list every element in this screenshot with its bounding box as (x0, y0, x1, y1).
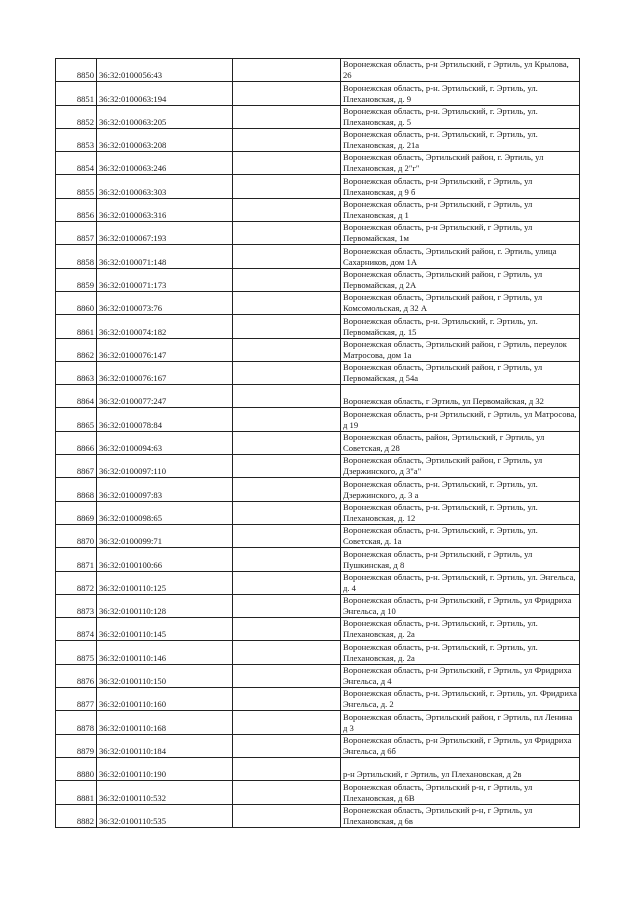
row-number-cell: 8868 (56, 478, 97, 501)
table-row (56, 571, 580, 594)
empty-cell (233, 59, 341, 82)
row-number-cell: 8872 (56, 571, 97, 594)
empty-cell (233, 245, 341, 268)
table-row (56, 501, 580, 524)
row-number-cell: 8863 (56, 361, 97, 384)
cadastral-number-cell: 36:32:0100074:182 (97, 315, 233, 338)
empty-cell (233, 431, 341, 454)
cadastral-number-cell: 36:32:0100110:128 (97, 594, 233, 617)
table-row (56, 198, 580, 221)
cadastral-number-cell: 36:32:0100094:63 (97, 431, 233, 454)
table-row (56, 245, 580, 268)
empty-cell (233, 501, 341, 524)
row-number-cell: 8852 (56, 105, 97, 128)
cadastral-number-cell: 36:32:0100078:84 (97, 408, 233, 431)
table-row (56, 548, 580, 571)
address-cell: Воронежская область, р-н Эртильский, г Эртиль, ул Фридриха Энгельса, д 4 (341, 664, 580, 687)
row-number-cell: 8880 (56, 757, 97, 780)
row-number-cell: 8859 (56, 268, 97, 291)
address-cell: Воронежская область, Эртильский район, г Эртиль, пл Ленина д 3 (341, 711, 580, 734)
cadastral-number-cell: 36:32:0100076:147 (97, 338, 233, 361)
address-cell: Воронежская область, Эртильский район, г Эртиль, ул Первомайская, д 54а (341, 361, 580, 384)
address-cell: Воронежская область, г Эртиль, ул Первомайская, д 32 (341, 385, 580, 408)
cadastral-number-cell: 36:32:0100110:190 (97, 757, 233, 780)
address-cell: Воронежская область, р-н. Эртильский, г. Эртиль, ул. Дзержинского, д. 3 а (341, 478, 580, 501)
cadastral-number-cell: 36:32:0100110:150 (97, 664, 233, 687)
address-cell: Воронежская область, р-н. Эртильский, г. Эртиль, ул. Первомайская, д. 15 (341, 315, 580, 338)
cadastral-number-cell: 36:32:0100110:184 (97, 734, 233, 757)
row-number-cell: 8882 (56, 804, 97, 827)
cadastral-number-cell: 36:32:0100097:83 (97, 478, 233, 501)
cadastral-number-cell: 36:32:0100110:125 (97, 571, 233, 594)
empty-cell (233, 338, 341, 361)
row-number-cell: 8854 (56, 152, 97, 175)
address-cell: Воронежская область, р-н. Эртильский, г. Эртиль, ул. Энгельса, д. 4 (341, 571, 580, 594)
address-cell: Воронежская область, р-н Эртильский, г Эртиль, ул Крылова, 26 (341, 59, 580, 82)
empty-cell (233, 315, 341, 338)
address-cell: Воронежская область, р-н. Эртильский, г. Эртиль, ул. Плехановская, д. 12 (341, 501, 580, 524)
registry-table-body (56, 59, 580, 828)
cadastral-number-cell: 36:32:0100110:535 (97, 804, 233, 827)
cadastral-number-cell: 36:32:0100073:76 (97, 291, 233, 314)
cadastral-number-cell: 36:32:0100056:43 (97, 59, 233, 82)
address-cell: р-н Эртильский, г Эртиль, ул Плехановская, д 2в (341, 757, 580, 780)
cadastral-number-cell: 36:32:0100110:168 (97, 711, 233, 734)
table-row (56, 804, 580, 827)
table-row (56, 664, 580, 687)
table-row (56, 291, 580, 314)
table-row (56, 757, 580, 780)
table-row (56, 82, 580, 105)
cadastral-number-cell: 36:32:0100063:208 (97, 128, 233, 151)
cadastral-number-cell: 36:32:0100099:71 (97, 524, 233, 547)
empty-cell (233, 222, 341, 245)
address-cell: Воронежская область, район, Эртильский, г Эртиль, ул Советская, д 28 (341, 431, 580, 454)
empty-cell (233, 688, 341, 711)
row-number-cell: 8874 (56, 618, 97, 641)
cadastral-number-cell: 36:32:0100063:205 (97, 105, 233, 128)
row-number-cell: 8865 (56, 408, 97, 431)
row-number-cell: 8867 (56, 455, 97, 478)
address-cell: Воронежская область, Эртильский р-н, г Эртиль, ул Плехановская, д 6В (341, 781, 580, 804)
cadastral-number-cell: 36:32:0100067:193 (97, 222, 233, 245)
address-cell: Воронежская область, р-н Эртильский, г Эртиль, ул Фридриха Энгельса, д 6б (341, 734, 580, 757)
empty-cell (233, 198, 341, 221)
empty-cell (233, 757, 341, 780)
empty-cell (233, 711, 341, 734)
address-cell: Воронежская область, Эртильский район, г. Эртиль, ул Плехановская, д 2"г" (341, 152, 580, 175)
empty-cell (233, 361, 341, 384)
table-row (56, 711, 580, 734)
cadastral-number-cell: 36:32:0100063:316 (97, 198, 233, 221)
cadastral-number-cell: 36:32:0100077:247 (97, 385, 233, 408)
empty-cell (233, 385, 341, 408)
row-number-cell: 8861 (56, 315, 97, 338)
row-number-cell: 8860 (56, 291, 97, 314)
row-number-cell: 8864 (56, 385, 97, 408)
table-row (56, 175, 580, 198)
cadastral-number-cell: 36:32:0100100:66 (97, 548, 233, 571)
address-cell: Воронежская область, р-н Эртильский, г Эртиль, ул Матросова, д 19 (341, 408, 580, 431)
table-row (56, 734, 580, 757)
address-cell: Воронежская область, р-н. Эртильский, г. Эртиль, ул. Фридриха Энгельса, д. 2 (341, 688, 580, 711)
address-cell: Воронежская область, р-н. Эртильский, г. Эртиль, ул. Плехановская, д. 9 (341, 82, 580, 105)
address-cell: Воронежская область, р-н. Эртильский, г. Эртиль, ул. Плехановская, д. 2а (341, 618, 580, 641)
address-cell: Воронежская область, Эртильский район, г Эртиль, ул Комсомольская, д 32 А (341, 291, 580, 314)
empty-cell (233, 408, 341, 431)
row-number-cell: 8853 (56, 128, 97, 151)
address-cell: Воронежская область, р-н Эртильский, г Эртиль, ул Пушкинская, д 8 (341, 548, 580, 571)
table-row (56, 128, 580, 151)
table-row (56, 408, 580, 431)
row-number-cell: 8869 (56, 501, 97, 524)
table-row (56, 385, 580, 408)
empty-cell (233, 175, 341, 198)
address-cell: Воронежская область, р-н. Эртильский, г. Эртиль, ул. Плехановская, д. 5 (341, 105, 580, 128)
address-cell: Воронежская область, р-н. Эртильский, г. Эртиль, ул. Плехановская, д. 2а (341, 641, 580, 664)
cadastral-number-cell: 36:32:0100071:148 (97, 245, 233, 268)
table-row (56, 618, 580, 641)
table-row (56, 524, 580, 547)
empty-cell (233, 804, 341, 827)
address-cell: Воронежская область, р-н. Эртильский, г. Эртиль, ул. Плехановская, д. 21а (341, 128, 580, 151)
cadastral-number-cell: 36:32:0100063:194 (97, 82, 233, 105)
address-cell: Воронежская область, Эртильский район, г Эртиль, ул Дзержинского, д 3"а" (341, 455, 580, 478)
row-number-cell: 8875 (56, 641, 97, 664)
table-row (56, 315, 580, 338)
empty-cell (233, 781, 341, 804)
empty-cell (233, 128, 341, 151)
cadastral-number-cell: 36:32:0100063:246 (97, 152, 233, 175)
address-cell: Воронежская область, р-н Эртильский, г Эртиль, ул Плехановская, д 9 б (341, 175, 580, 198)
address-cell: Воронежская область, Эртильский р-н, г Эртиль, ул Плехановская, д 6в (341, 804, 580, 827)
table-row (56, 338, 580, 361)
row-number-cell: 8858 (56, 245, 97, 268)
table-row (56, 152, 580, 175)
row-number-cell: 8879 (56, 734, 97, 757)
empty-cell (233, 291, 341, 314)
cadastral-number-cell: 36:32:0100063:303 (97, 175, 233, 198)
row-number-cell: 8881 (56, 781, 97, 804)
address-cell: Воронежская область, Эртильский район, г. Эртиль, улица Сахарников, дом 1А (341, 245, 580, 268)
empty-cell (233, 82, 341, 105)
table-row (56, 781, 580, 804)
address-cell: Воронежская область, Эртильский район, г Эртиль, переулок Матросова, дом 1а (341, 338, 580, 361)
cadastral-number-cell: 36:32:0100110:145 (97, 618, 233, 641)
address-cell: Воронежская область, р-н. Эртильский, г. Эртиль, ул. Советская, д. 1а (341, 524, 580, 547)
empty-cell (233, 152, 341, 175)
empty-cell (233, 594, 341, 617)
row-number-cell: 8871 (56, 548, 97, 571)
property-registry-table (55, 58, 580, 828)
table-row (56, 478, 580, 501)
empty-cell (233, 571, 341, 594)
cadastral-number-cell: 36:32:0100110:160 (97, 688, 233, 711)
table-row (56, 455, 580, 478)
row-number-cell: 8870 (56, 524, 97, 547)
empty-cell (233, 618, 341, 641)
row-number-cell: 8866 (56, 431, 97, 454)
cadastral-number-cell: 36:32:0100098:65 (97, 501, 233, 524)
empty-cell (233, 268, 341, 291)
cadastral-number-cell: 36:32:0100071:173 (97, 268, 233, 291)
empty-cell (233, 524, 341, 547)
row-number-cell: 8855 (56, 175, 97, 198)
address-cell: Воронежская область, р-н Эртильский, г Эртиль, ул Фридриха Энгельса, д 10 (341, 594, 580, 617)
address-cell: Воронежская область, Эртильский район, г Эртиль, ул Первомайская, д 2А (341, 268, 580, 291)
table-row (56, 361, 580, 384)
row-number-cell: 8851 (56, 82, 97, 105)
table-row (56, 222, 580, 245)
table-row (56, 59, 580, 82)
row-number-cell: 8873 (56, 594, 97, 617)
empty-cell (233, 664, 341, 687)
cadastral-number-cell: 36:32:0100076:167 (97, 361, 233, 384)
row-number-cell: 8850 (56, 59, 97, 82)
empty-cell (233, 548, 341, 571)
address-cell: Воронежская область, р-н Эртильский, г Эртиль, ул Первомайская, 1м (341, 222, 580, 245)
table-row (56, 641, 580, 664)
row-number-cell: 8878 (56, 711, 97, 734)
empty-cell (233, 455, 341, 478)
table-row (56, 431, 580, 454)
table-row (56, 105, 580, 128)
row-number-cell: 8862 (56, 338, 97, 361)
row-number-cell: 8857 (56, 222, 97, 245)
table-row (56, 688, 580, 711)
empty-cell (233, 105, 341, 128)
cadastral-number-cell: 36:32:0100110:532 (97, 781, 233, 804)
address-cell: Воронежская область, р-н Эртильский, г Эртиль, ул Плехановская, д 1 (341, 198, 580, 221)
empty-cell (233, 478, 341, 501)
cadastral-number-cell: 36:32:0100097:110 (97, 455, 233, 478)
table-row (56, 594, 580, 617)
row-number-cell: 8856 (56, 198, 97, 221)
cadastral-number-cell: 36:32:0100110:146 (97, 641, 233, 664)
empty-cell (233, 641, 341, 664)
row-number-cell: 8876 (56, 664, 97, 687)
row-number-cell: 8877 (56, 688, 97, 711)
table-row (56, 268, 580, 291)
empty-cell (233, 734, 341, 757)
